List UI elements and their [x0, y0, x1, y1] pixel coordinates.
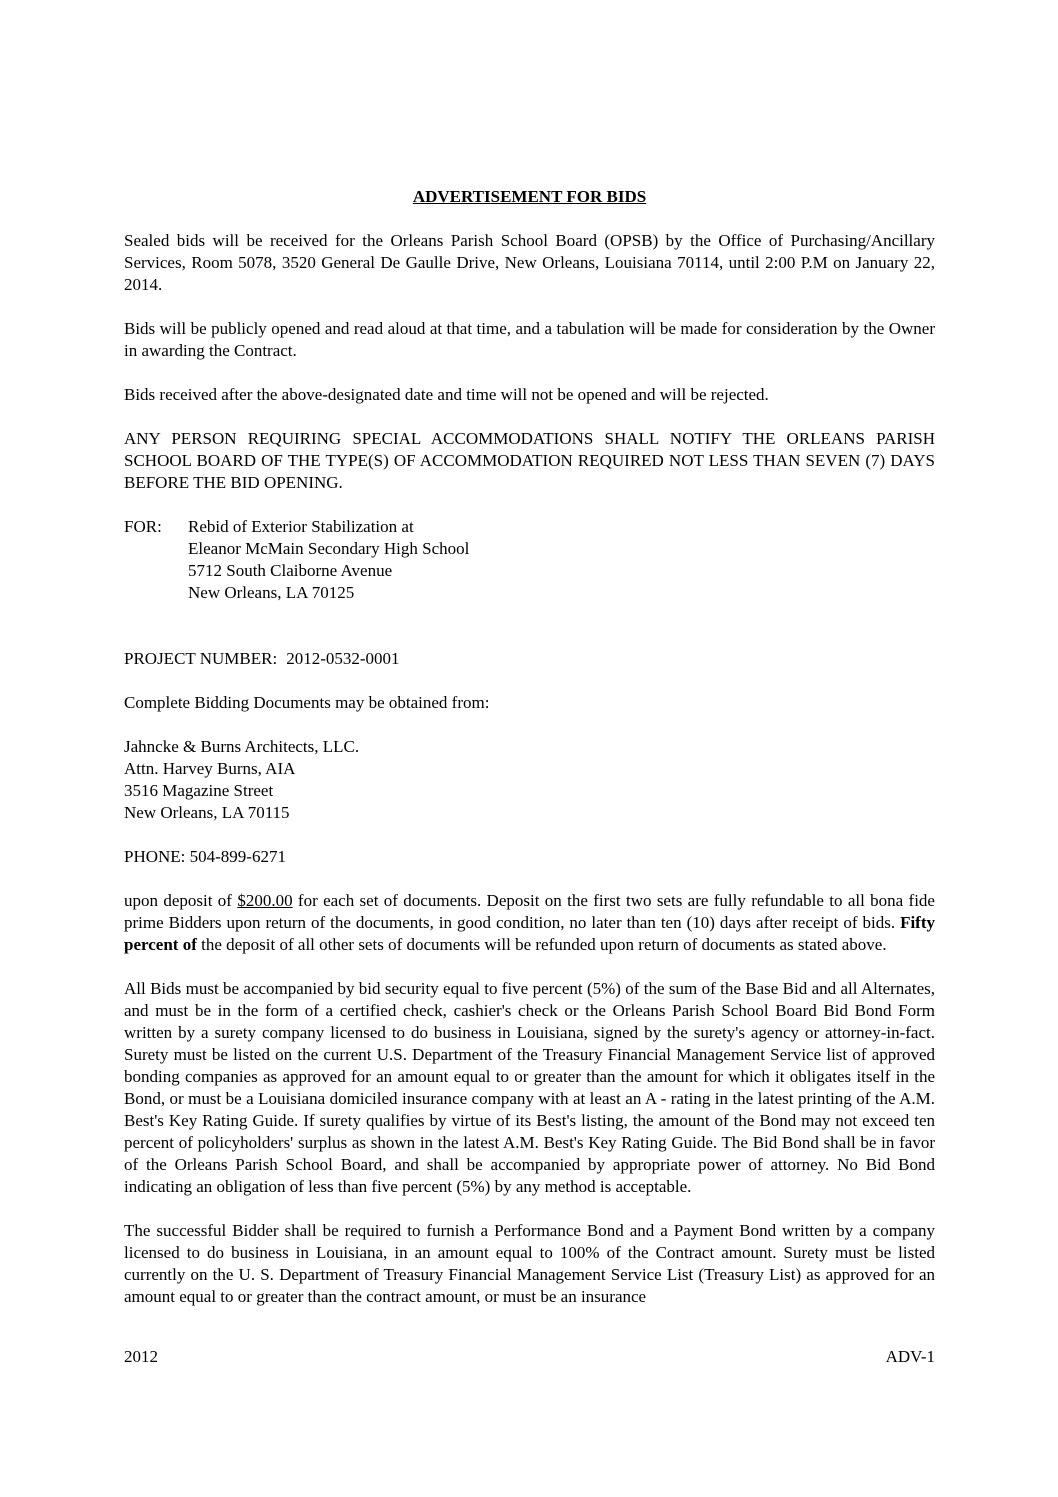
architect-address-block — [124, 736, 935, 824]
for-lines — [188, 516, 469, 604]
for-line-2: Eleanor McMain Secondary High School — [188, 539, 470, 558]
public-opening-paragraph: Bids will be publicly opened and read aloud at that time, and a tabulation will be made for consideration by the Owner in awarding the Contract. — [124, 319, 935, 360]
bid-security-paragraph: All Bids must be accompanied by bid security equal to five percent (5%) of the sum of the Base Bid and all Alternates, and must be in the form of a certified check, cashier's check or the Orleans Parish School Board Bid Bond Form written by a surety company licensed to do business in Louisiana, signed by the surety's agency or attorney-in-fact. Surety must be listed on the current U.S. Department of the Treasury Financial Management Service list of approved bonding companies as approved for an amount equal to or greater than the amount for which it obligates itself in the Bond, or must be a Louisiana domiciled insurance company with at least an A - rating in the latest printing of the A.M. Best's Key Rating Guide. If surety qualifies by virtue of its Best's listing, the amount of the Bond may not exceed ten percent of policyholders' surplus as shown in the latest A.M. Best's Key Rating Guide. The Bid Bond shall be in favor of the Orleans Parish School Board, and shall be accompanied by appropriate power of attorney. No Bid Bond indicating an obligation of less than five percent (5%) by any method is acceptable. — [124, 979, 935, 1196]
project-number-line — [124, 648, 935, 670]
for-line-4: New Orleans, LA 70125 — [188, 583, 355, 602]
for-block — [124, 516, 935, 604]
footer-year: 2012 — [124, 1347, 158, 1366]
performance-bond-paragraph: The successful Bidder shall be required to furnish a Performance Bond and a Payment Bond written by a company licensed to do business in Louisiana, in an amount equal to 100% of the Contract amount. Surety must be listed currently on the U. S. Department of Treasury Financial Management Service List (Treasury List) as approved for an amount equal to or greater than the contract amount, or must be an insurance — [124, 1221, 935, 1306]
project-number-label: PROJECT NUMBER: — [124, 649, 278, 668]
accommodations-paragraph: ANY PERSON REQUIRING SPECIAL ACCOMMODATIONS SHALL NOTIFY THE ORLEANS PARISH SCHOOL BOARD OF THE TYPE(S) OF ACCOMMODATION REQUIRED NOT LESS THAN SEVEN (7) DAYS BEFORE THE BID OPENING. — [124, 429, 935, 492]
deposit-paragraph — [124, 890, 935, 956]
obtain-documents-line: Complete Bidding Documents may be obtained from: — [124, 693, 490, 712]
architect-line-1: Jahncke & Burns Architects, LLC. — [124, 737, 360, 756]
architect-line-4: New Orleans, LA 70115 — [124, 803, 290, 822]
for-line-3: 5712 South Claiborne Avenue — [188, 561, 393, 580]
sealed-bids-paragraph: Sealed bids will be received for the Orleans Parish School Board (OPSB) by the Office of Purchasing/Ancillary Services, Room 5078, 3520 General De Gaulle Drive, New Orleans, Louisiana 70114, until 2:00 P.M on January 22, 2014. — [124, 231, 935, 294]
architect-line-3: 3516 Magazine Street — [124, 781, 274, 800]
architect-line-2: Attn. Harvey Burns, AIA — [124, 759, 296, 778]
for-label: FOR: — [124, 517, 162, 536]
deposit-text-3: the deposit of all other sets of documents will be refunded upon return of documents as stated above. — [196, 935, 887, 954]
deposit-amount: $200.00 — [237, 891, 293, 910]
deposit-text-2: for each set of documents. Deposit on the first two sets are fully refundable to all bona fide prime Bidders upon return of the documents, in good condition, no later than ten (10) days after receipt of bids. — [124, 891, 935, 932]
project-number-value: 2012-0532-0001 — [286, 649, 400, 668]
late-bids-paragraph: Bids received after the above-designated date and time will not be opened and will be rejected. — [124, 385, 769, 404]
page-footer — [124, 1346, 935, 1368]
deposit-bold-text: Fifty percent of — [124, 913, 935, 954]
document-title: ADVERTISEMENT FOR BIDS — [412, 187, 647, 206]
deposit-text-1: upon deposit of — [124, 891, 238, 910]
for-line-1: Rebid of Exterior Stabilization at — [188, 517, 414, 536]
footer-page-number: ADV-1 — [885, 1347, 935, 1366]
phone-line: PHONE: 504-899-6271 — [124, 847, 286, 866]
document-content — [124, 186, 935, 1330]
